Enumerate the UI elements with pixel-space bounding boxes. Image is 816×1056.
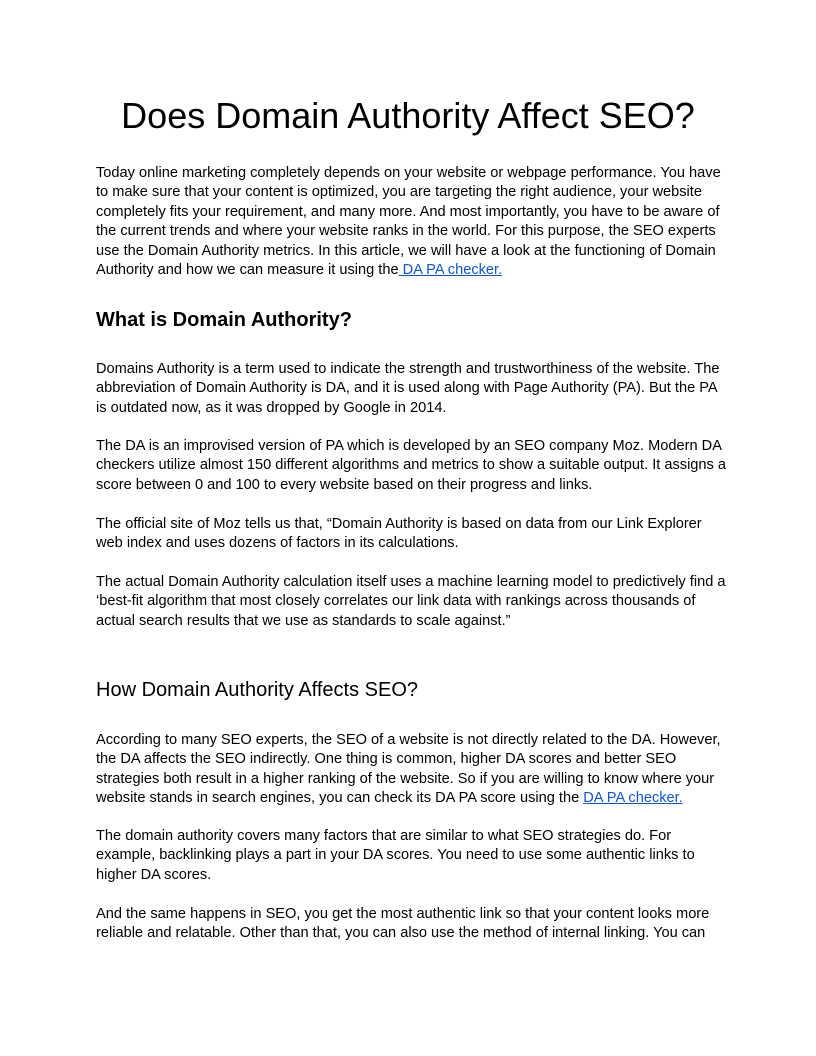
section1-paragraph-1: Domains Authority is a term used to indicate the strength and trustworthiness of the website. The abbreviation of Domain Authority is DA, and it is used along with Page Authority (PA). But the PA is outdated now, as it was dropped by Google in 2014. xyxy=(96,361,720,416)
section-heading-how-da-affects-seo: How Domain Authority Affects SEO? xyxy=(96,679,419,701)
da-pa-checker-link-section2[interactable]: DA PA checker. xyxy=(583,790,683,807)
section1-paragraph-2: The DA is an improvised version of PA which is developed by an SEO company Moz. Modern DA checkers utilize almost 150 different algorithms and metrics to show a suitable output. It assigns a score between 0 and 100 to every website based on their progress and links. xyxy=(96,438,727,493)
section2-paragraph-3: And the same happens in SEO, you get the most authentic link so that your content looks more reliable and relatable. Other than that, you can also use the method of internal linking. You can xyxy=(96,906,710,942)
section-heading-what-is-da: What is Domain Authority? xyxy=(96,309,352,331)
page-title: Does Domain Authority Affect SEO? xyxy=(121,95,695,136)
da-pa-checker-link-intro[interactable]: DA PA checker. xyxy=(398,262,503,279)
intro-paragraph xyxy=(96,164,728,280)
section1-paragraph-4: The actual Domain Authority calculation itself uses a machine learning model to predictively find a ‘best-fit algorithm that most closely correlates our link data with rankings across thousands of actual search results that we use as standards to scale against.” xyxy=(96,574,726,629)
section2-paragraph-2: The domain authority covers many factors that are similar to what SEO strategies do. For example, backlinking plays a part in your DA scores. You need to use some authentic links to higher DA scores. xyxy=(96,828,695,883)
section2-paragraph-1 xyxy=(96,731,728,809)
intro-text: Today online marketing completely depends on your website or webpage performance. You have to make sure that your content is optimized, you are targeting the right audience, your website completely fits your requirement, and many more. And most importantly, you have to be aware of the current trends and where your website ranks in the world. For this purpose, the SEO experts use the Domain Authority metrics. In this article, we will have a look at the functioning of Domain Authority and how we can measure it using the xyxy=(96,165,721,279)
section1-paragraph-3: The official site of Moz tells us that, “Domain Authority is based on data from our Link Explorer web index and uses dozens of factors in its calculations. xyxy=(96,516,702,552)
section2-paragraph-1-text: According to many SEO experts, the SEO of a website is not directly related to the DA. However, the DA affects the SEO indirectly. One thing is common, higher DA scores and better SEO strategies both result in a higher ranking of the website. So if you are willing to know where your website stands in search engines, you can check its DA PA score using the xyxy=(96,732,721,807)
